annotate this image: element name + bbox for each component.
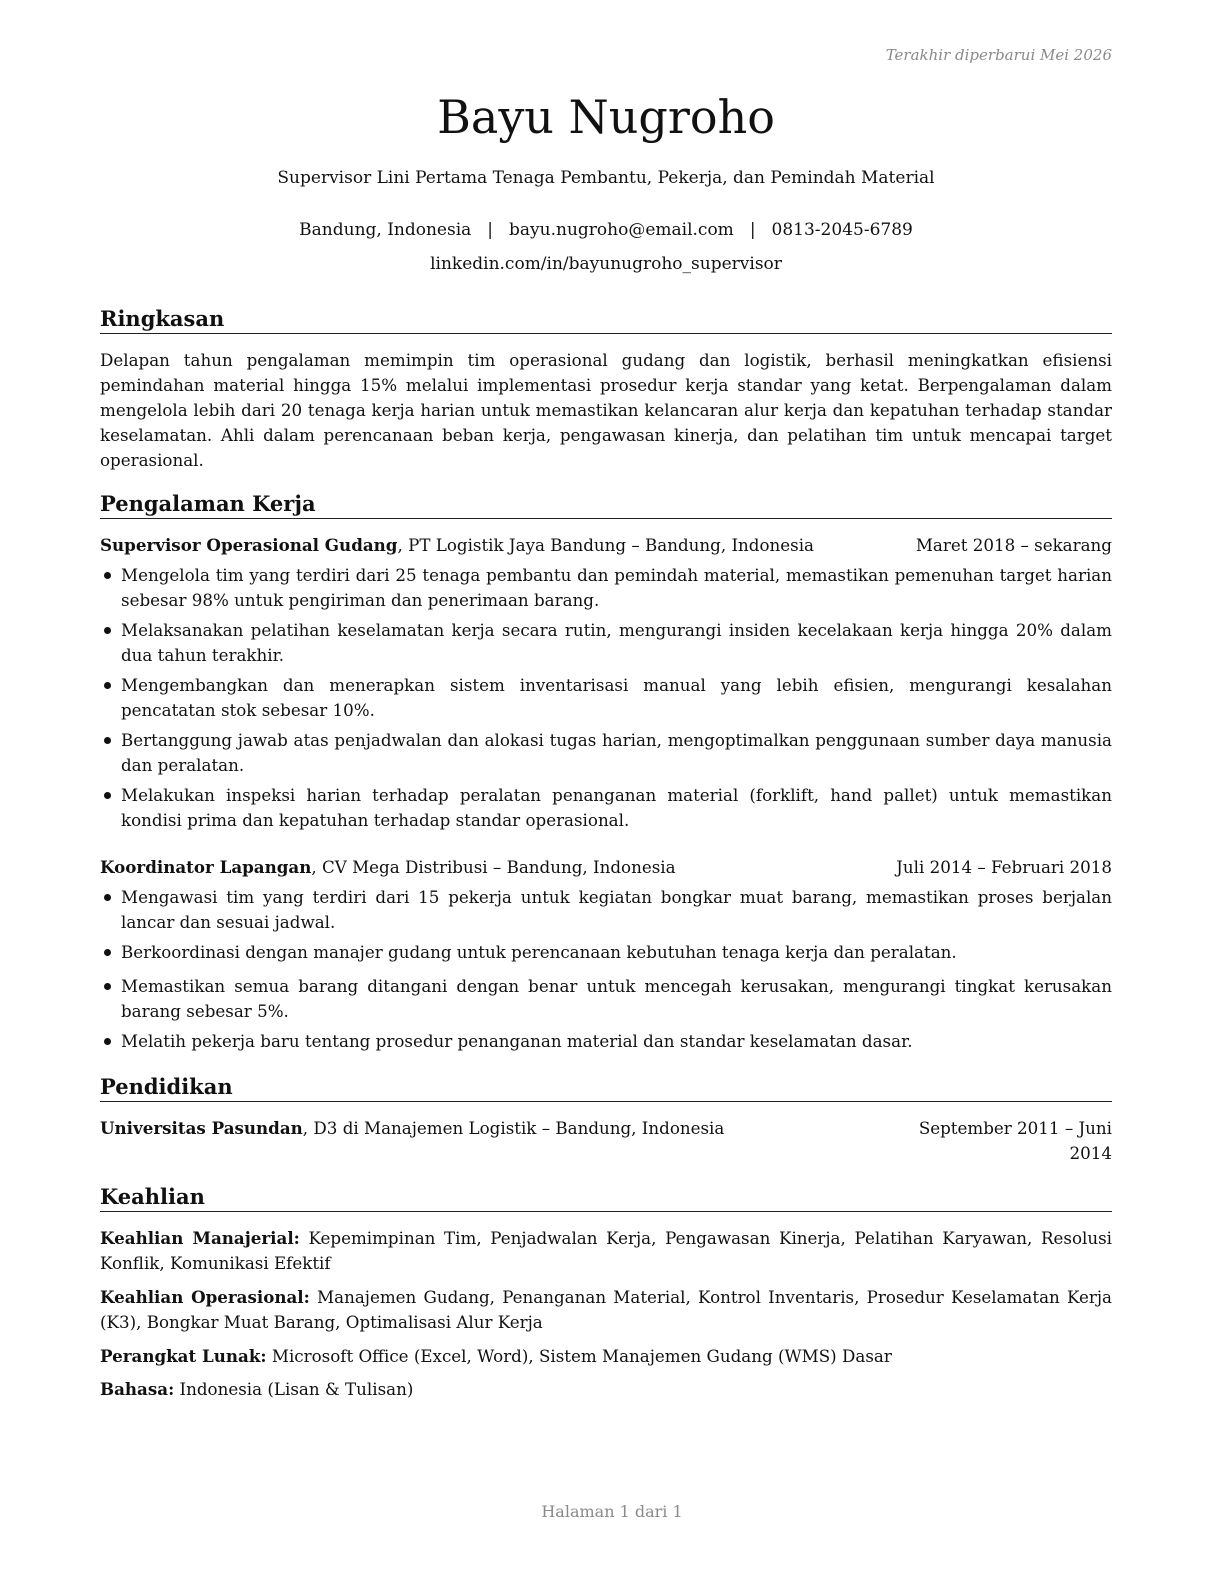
candidate-name: Bayu Nugroho bbox=[437, 90, 775, 144]
job-role: Koordinator Lapangan bbox=[100, 857, 312, 877]
list-item: Melatih pekerja baru tentang prosedur penanganan material dan standar keselamatan dasar. bbox=[100, 1029, 1112, 1054]
skill-label: Bahasa: bbox=[100, 1379, 175, 1399]
school-name: Universitas Pasundan bbox=[100, 1118, 303, 1138]
job-bullets bbox=[100, 885, 1112, 1054]
skill-value: Indonesia (Lisan & Tulisan) bbox=[174, 1379, 414, 1399]
skill-row bbox=[100, 1344, 1112, 1369]
list-item: Mengelola tim yang terdiri dari 25 tenaga pembantu dan pemindah material, memastikan pemenuhan target harian sebesar 98% untuk pengiriman dan penerimaan barang. bbox=[100, 563, 1112, 613]
job-dates: Maret 2018 – sekarang bbox=[915, 535, 1112, 555]
section-title-experience: Pengalaman Kerja bbox=[100, 490, 1112, 519]
education-school-detail bbox=[100, 1116, 724, 1166]
skill-label: Keahlian Manajerial: bbox=[100, 1228, 300, 1248]
linkedin-link[interactable]: linkedin.com/in/bayunugroho_supervisor bbox=[430, 254, 782, 274]
section-title-skills: Keahlian bbox=[100, 1183, 1112, 1212]
skill-label: Keahlian Operasional: bbox=[100, 1287, 310, 1307]
skill-row bbox=[100, 1377, 1112, 1402]
job-role-company bbox=[100, 855, 676, 880]
skill-value: Kepemimpinan Tim, Penjadwalan Kerja, Pengawasan Kinerja, Pelatihan Karyawan, Resolusi Konflik, Komunikasi Efektif bbox=[100, 1228, 1113, 1273]
phone: 0813-2045-6789 bbox=[771, 220, 913, 240]
separator: | bbox=[487, 220, 494, 240]
skill-value: Manajemen Gudang, Penanganan Material, Kontrol Inventaris, Prosedur Keselamatan Kerja (K3), Bongkar Muat Barang, Optimalisasi Alur Kerja bbox=[100, 1287, 1112, 1332]
section-title-education: Pendidikan bbox=[100, 1073, 1112, 1102]
job-company: , CV Mega Distribusi – Bandung, Indonesia bbox=[311, 857, 676, 877]
job-header bbox=[100, 533, 1112, 558]
job-title: Supervisor Lini Pertama Tenaga Pembantu, Pekerja, dan Pemindah Material bbox=[277, 168, 935, 188]
job-header bbox=[100, 855, 1112, 880]
email-link[interactable]: bayu.nugroho@email.com bbox=[509, 220, 734, 240]
location: Bandung, Indonesia bbox=[299, 220, 472, 240]
list-item: Melaksanakan pelatihan keselamatan kerja secara rutin, mengurangi insiden kecelakaan kerja hingga 20% dalam dua tahun terakhir. bbox=[100, 618, 1112, 668]
summary-text: Delapan tahun pengalaman memimpin tim operasional gudang dan logistik, berhasil meningkatkan efisiensi pemindahan material hingga 15% melalui implementasi prosedur kerja standar yang ketat. Berpengalaman dalam mengelola lebih dari 20 tenaga kerja harian untuk memastikan kelancaran alur kerja dan kepatuhan terhadap standar keselamatan. Ahli dalam perencanaan beban kerja, pengawasan kinerja, dan pelatihan tim untuk mencapai target operasional. bbox=[100, 350, 1112, 470]
list-item: Berkoordinasi dengan manajer gudang untuk perencanaan kebutuhan tenaga kerja dan peralatan. bbox=[100, 940, 1112, 965]
education-entry bbox=[100, 1116, 1112, 1166]
page-number: Halaman 1 dari 1 bbox=[541, 1502, 683, 1521]
skill-label: Perangkat Lunak: bbox=[100, 1346, 267, 1366]
job-company: , PT Logistik Jaya Bandung – Bandung, Indonesia bbox=[397, 535, 814, 555]
skill-row bbox=[100, 1285, 1112, 1335]
skill-row bbox=[100, 1226, 1112, 1276]
list-item: Melakukan inspeksi harian terhadap peralatan penanganan material (forklift, hand pallet) untuk memastikan kondisi prima dan kepatuhan terhadap standar operasional. bbox=[100, 783, 1112, 833]
degree-detail: , D3 di Manajemen Logistik – Bandung, Indonesia bbox=[302, 1118, 725, 1138]
section-title-summary: Ringkasan bbox=[100, 305, 1112, 334]
last-updated: Terakhir diperbarui Mei 2026 bbox=[885, 46, 1112, 64]
job-bullets bbox=[100, 563, 1112, 833]
list-item: Mengembangkan dan menerapkan sistem inventarisasi manual yang lebih efisien, mengurangi kesalahan pencatatan stok sebesar 10%. bbox=[100, 673, 1112, 723]
education-dates: September 2011 – Juni 2014 bbox=[918, 1118, 1112, 1163]
contact-line bbox=[100, 220, 1112, 240]
job-dates: Juli 2014 – Februari 2018 bbox=[896, 857, 1112, 877]
list-item: Mengawasi tim yang terdiri dari 15 pekerja untuk kegiatan bongkar muat barang, memastikan proses berjalan lancar dan sesuai jadwal. bbox=[100, 885, 1112, 935]
list-item: Memastikan semua barang ditangani dengan benar untuk mencegah kerusakan, mengurangi tingkat kerusakan barang sebesar 5%. bbox=[100, 974, 1112, 1024]
skill-value: Microsoft Office (Excel, Word), Sistem Manajemen Gudang (WMS) Dasar bbox=[266, 1346, 892, 1366]
job-role: Supervisor Operasional Gudang bbox=[100, 535, 398, 555]
separator: | bbox=[749, 220, 756, 240]
job-role-company bbox=[100, 533, 814, 558]
list-item: Bertanggung jawab atas penjadwalan dan alokasi tugas harian, mengoptimalkan penggunaan sumber daya manusia dan peralatan. bbox=[100, 728, 1112, 778]
